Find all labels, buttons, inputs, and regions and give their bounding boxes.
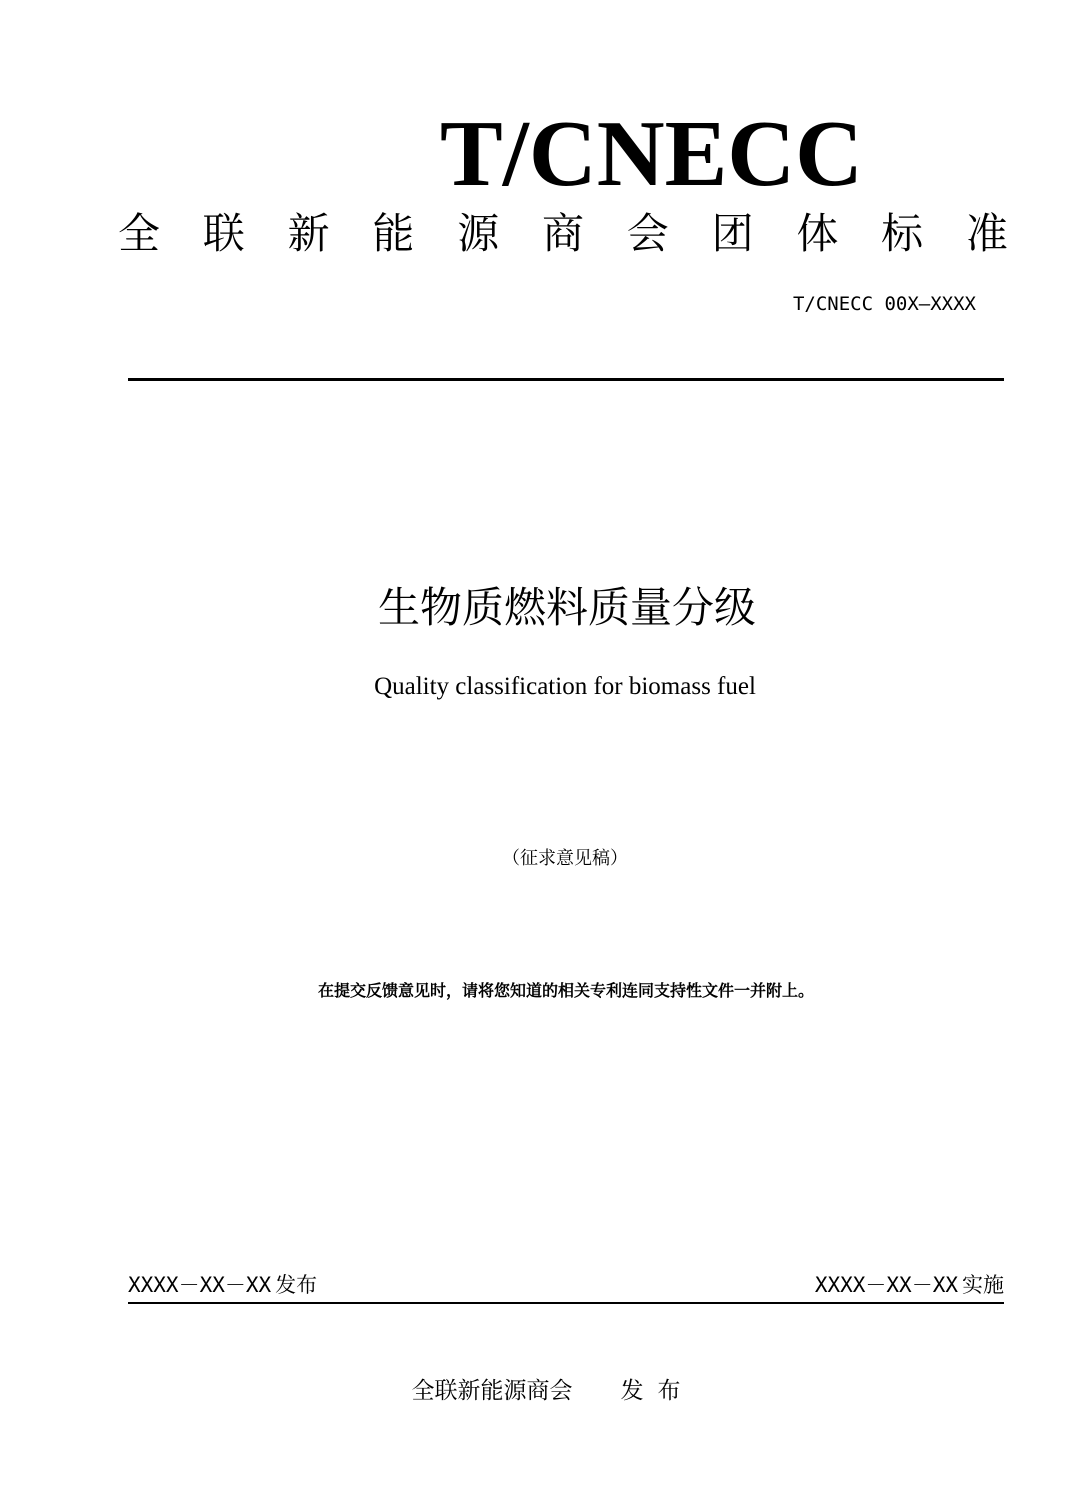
org-title-char: 能: [372, 209, 415, 258]
organization-standard-title: [118, 204, 1008, 264]
org-title-char: 新: [287, 209, 330, 258]
implement-date-block: [815, 1268, 1004, 1302]
publish-label: 发布: [275, 1273, 318, 1297]
org-title-char: 全: [118, 209, 161, 258]
draft-status: （征求意见稿）: [502, 848, 628, 869]
implement-date: XXXX－XX－XX: [814, 1273, 958, 1297]
org-title-char: 商: [541, 209, 584, 258]
org-title-char: 标: [881, 209, 924, 258]
publish-date: XXXX－XX－XX: [128, 1273, 272, 1297]
document-title-chinese: 生物质燃料质量分级: [377, 583, 756, 632]
org-title-char: 团: [711, 209, 754, 258]
implement-label: 实施: [962, 1273, 1004, 1297]
org-title-char: 会: [626, 209, 669, 258]
standard-logo: T/CNECC: [440, 102, 864, 206]
publish-date-block: [128, 1268, 317, 1302]
issuer-action: 发布: [620, 1378, 695, 1404]
org-title-char: 准: [965, 209, 1008, 258]
patent-notice: 在提交反馈意见时，请将您知道的相关专利连同支持性文件一并附上。: [317, 981, 814, 1000]
org-title-char: 联: [202, 209, 245, 258]
issuer-name: 全联新能源商会: [411, 1378, 573, 1404]
org-title-char: 源: [457, 209, 500, 258]
org-title-char: 体: [796, 209, 839, 258]
header-divider: [128, 378, 1004, 381]
standard-code: T/CNECC 00X—XXXX: [792, 293, 976, 315]
issuer-line: [0, 1374, 1080, 1408]
document-title-english: Quality classification for biomass fuel: [374, 673, 756, 700]
date-row: [128, 1268, 1004, 1302]
footer-divider: [128, 1302, 1004, 1304]
